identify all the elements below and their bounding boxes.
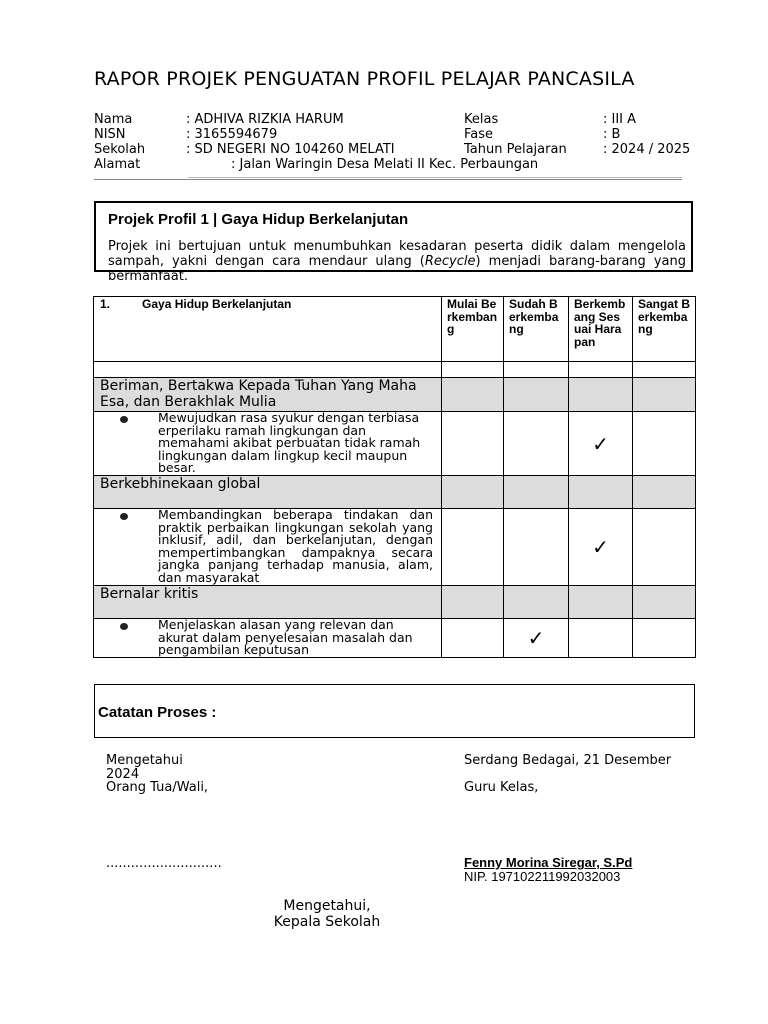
teacher-nip: NIP. 197102211992032003	[464, 869, 621, 884]
item-text: Membandingkan beberapa tindakan dan praktik perbaikan lingkungan sekolah yang inklusif, adil, dan berkelanjutan, dengan mempertimbangkan dampaknya secara jangka panjang terhadap manusia, alam, dan masyarakat	[158, 507, 433, 585]
parent-acknowledge: Mengetahui	[106, 753, 183, 768]
project-box	[94, 201, 693, 284]
bullet-icon	[120, 623, 128, 630]
spacer-row	[94, 362, 696, 378]
kelas-label: Kelas	[464, 112, 499, 127]
item-cell	[94, 412, 442, 476]
check-icon: ✓	[569, 509, 633, 586]
parent-role: Orang Tua/Wali,	[106, 780, 209, 795]
theme-header	[94, 297, 442, 362]
project-desc-italic: Recycle	[424, 254, 476, 269]
category-name: Berkebhinekaan global	[94, 476, 442, 509]
col-header-mulai: Mulai Berkembang	[442, 297, 504, 362]
alamat-label: Alamat	[94, 157, 141, 172]
sekolah-value: : SD NEGERI NO 104260 MELATI	[186, 142, 395, 157]
header-divider	[94, 179, 682, 180]
nama-value: : ADHIVA RIZKIA HARUM	[186, 112, 344, 127]
alamat-value: : Jalan Waringin Desa Melati II Kec. Perbaungan	[231, 157, 539, 172]
notes-box	[94, 684, 695, 738]
tahun-label: Tahun Pelajaran	[464, 142, 567, 157]
principal-acknowledge: Mengetahui,	[283, 898, 371, 914]
theme-title: Gaya Hidup Berkelanjutan	[142, 297, 292, 311]
teacher-name: Fenny Morina Siregar, S.Pd	[464, 855, 633, 870]
teacher-role: Guru Kelas,	[464, 780, 539, 795]
col-header-sangat: Sangat Berkembang	[633, 297, 696, 362]
project-desc-part1: Projek ini bertujuan untuk menumbuhkan kesadaran peserta didik dalam mengelola sampah, yakni dengan cara mendaur ulang (	[108, 239, 686, 269]
category-row	[94, 378, 696, 412]
sekolah-label: Sekolah	[94, 142, 146, 157]
category-name: Beriman, Bertakwa Kepada Tuhan Yang Maha Esa, dan Berakhlak Mulia	[94, 378, 442, 412]
tahun-value: : 2024 / 2025	[603, 142, 691, 157]
item-row	[94, 509, 696, 586]
item-cell	[94, 509, 442, 586]
col-header-sesuai: Berkembang Sesuai Harapan	[569, 297, 633, 362]
bullet-icon	[120, 416, 128, 423]
check-icon: ✓	[504, 619, 569, 658]
col-header-sudah: Sudah Berkembang	[504, 297, 569, 362]
fase-label: Fase	[464, 127, 494, 142]
notes-label: Catatan Proses :	[98, 704, 217, 721]
fase-value: : B	[603, 127, 621, 142]
bullet-icon	[120, 513, 128, 520]
principal-role: Kepala Sekolah	[273, 914, 381, 930]
table-header-row	[94, 297, 696, 362]
project-heading: Projek Profil 1 | Gaya Hidup Berkelanjutan	[108, 211, 409, 228]
item-row	[94, 619, 696, 658]
category-name: Bernalar kritis	[94, 586, 442, 619]
kelas-value: : III A	[603, 112, 637, 127]
nisn-label: NISN	[94, 127, 126, 142]
item-cell	[94, 619, 442, 658]
category-row	[94, 586, 696, 619]
project-desc-part2: ) menjadi barang-barang yang bermanfaat.	[108, 254, 687, 284]
project-description	[108, 239, 686, 284]
parent-year: 2024	[106, 767, 140, 782]
report-title: RAPOR PROJEK PENGUATAN PROFIL PELAJAR PANCASILA	[94, 68, 635, 90]
nama-label: Nama	[94, 112, 133, 127]
item-row	[94, 412, 696, 476]
parent-signature-blank: ............................	[106, 856, 222, 871]
theme-number: 1.	[100, 297, 111, 311]
category-row	[94, 476, 696, 509]
address-underline	[188, 177, 682, 178]
assessment-table	[93, 296, 696, 658]
place-date: Serdang Bedagai, 21 Desember	[464, 753, 672, 768]
check-icon: ✓	[569, 412, 633, 476]
item-text: Menjelaskan alasan yang relevan dan akurat dalam penyelesaian masalah dan pengambilan keputusan	[158, 617, 413, 657]
item-text: Mewujudkan rasa syukur dengan terbiasa erperilaku ramah lingkungan dan memahami akibat perbuatan tidak ramah lingkungan dalam lingkup kecil maupun besar.	[158, 410, 421, 475]
nisn-value: : 3165594679	[186, 127, 278, 142]
